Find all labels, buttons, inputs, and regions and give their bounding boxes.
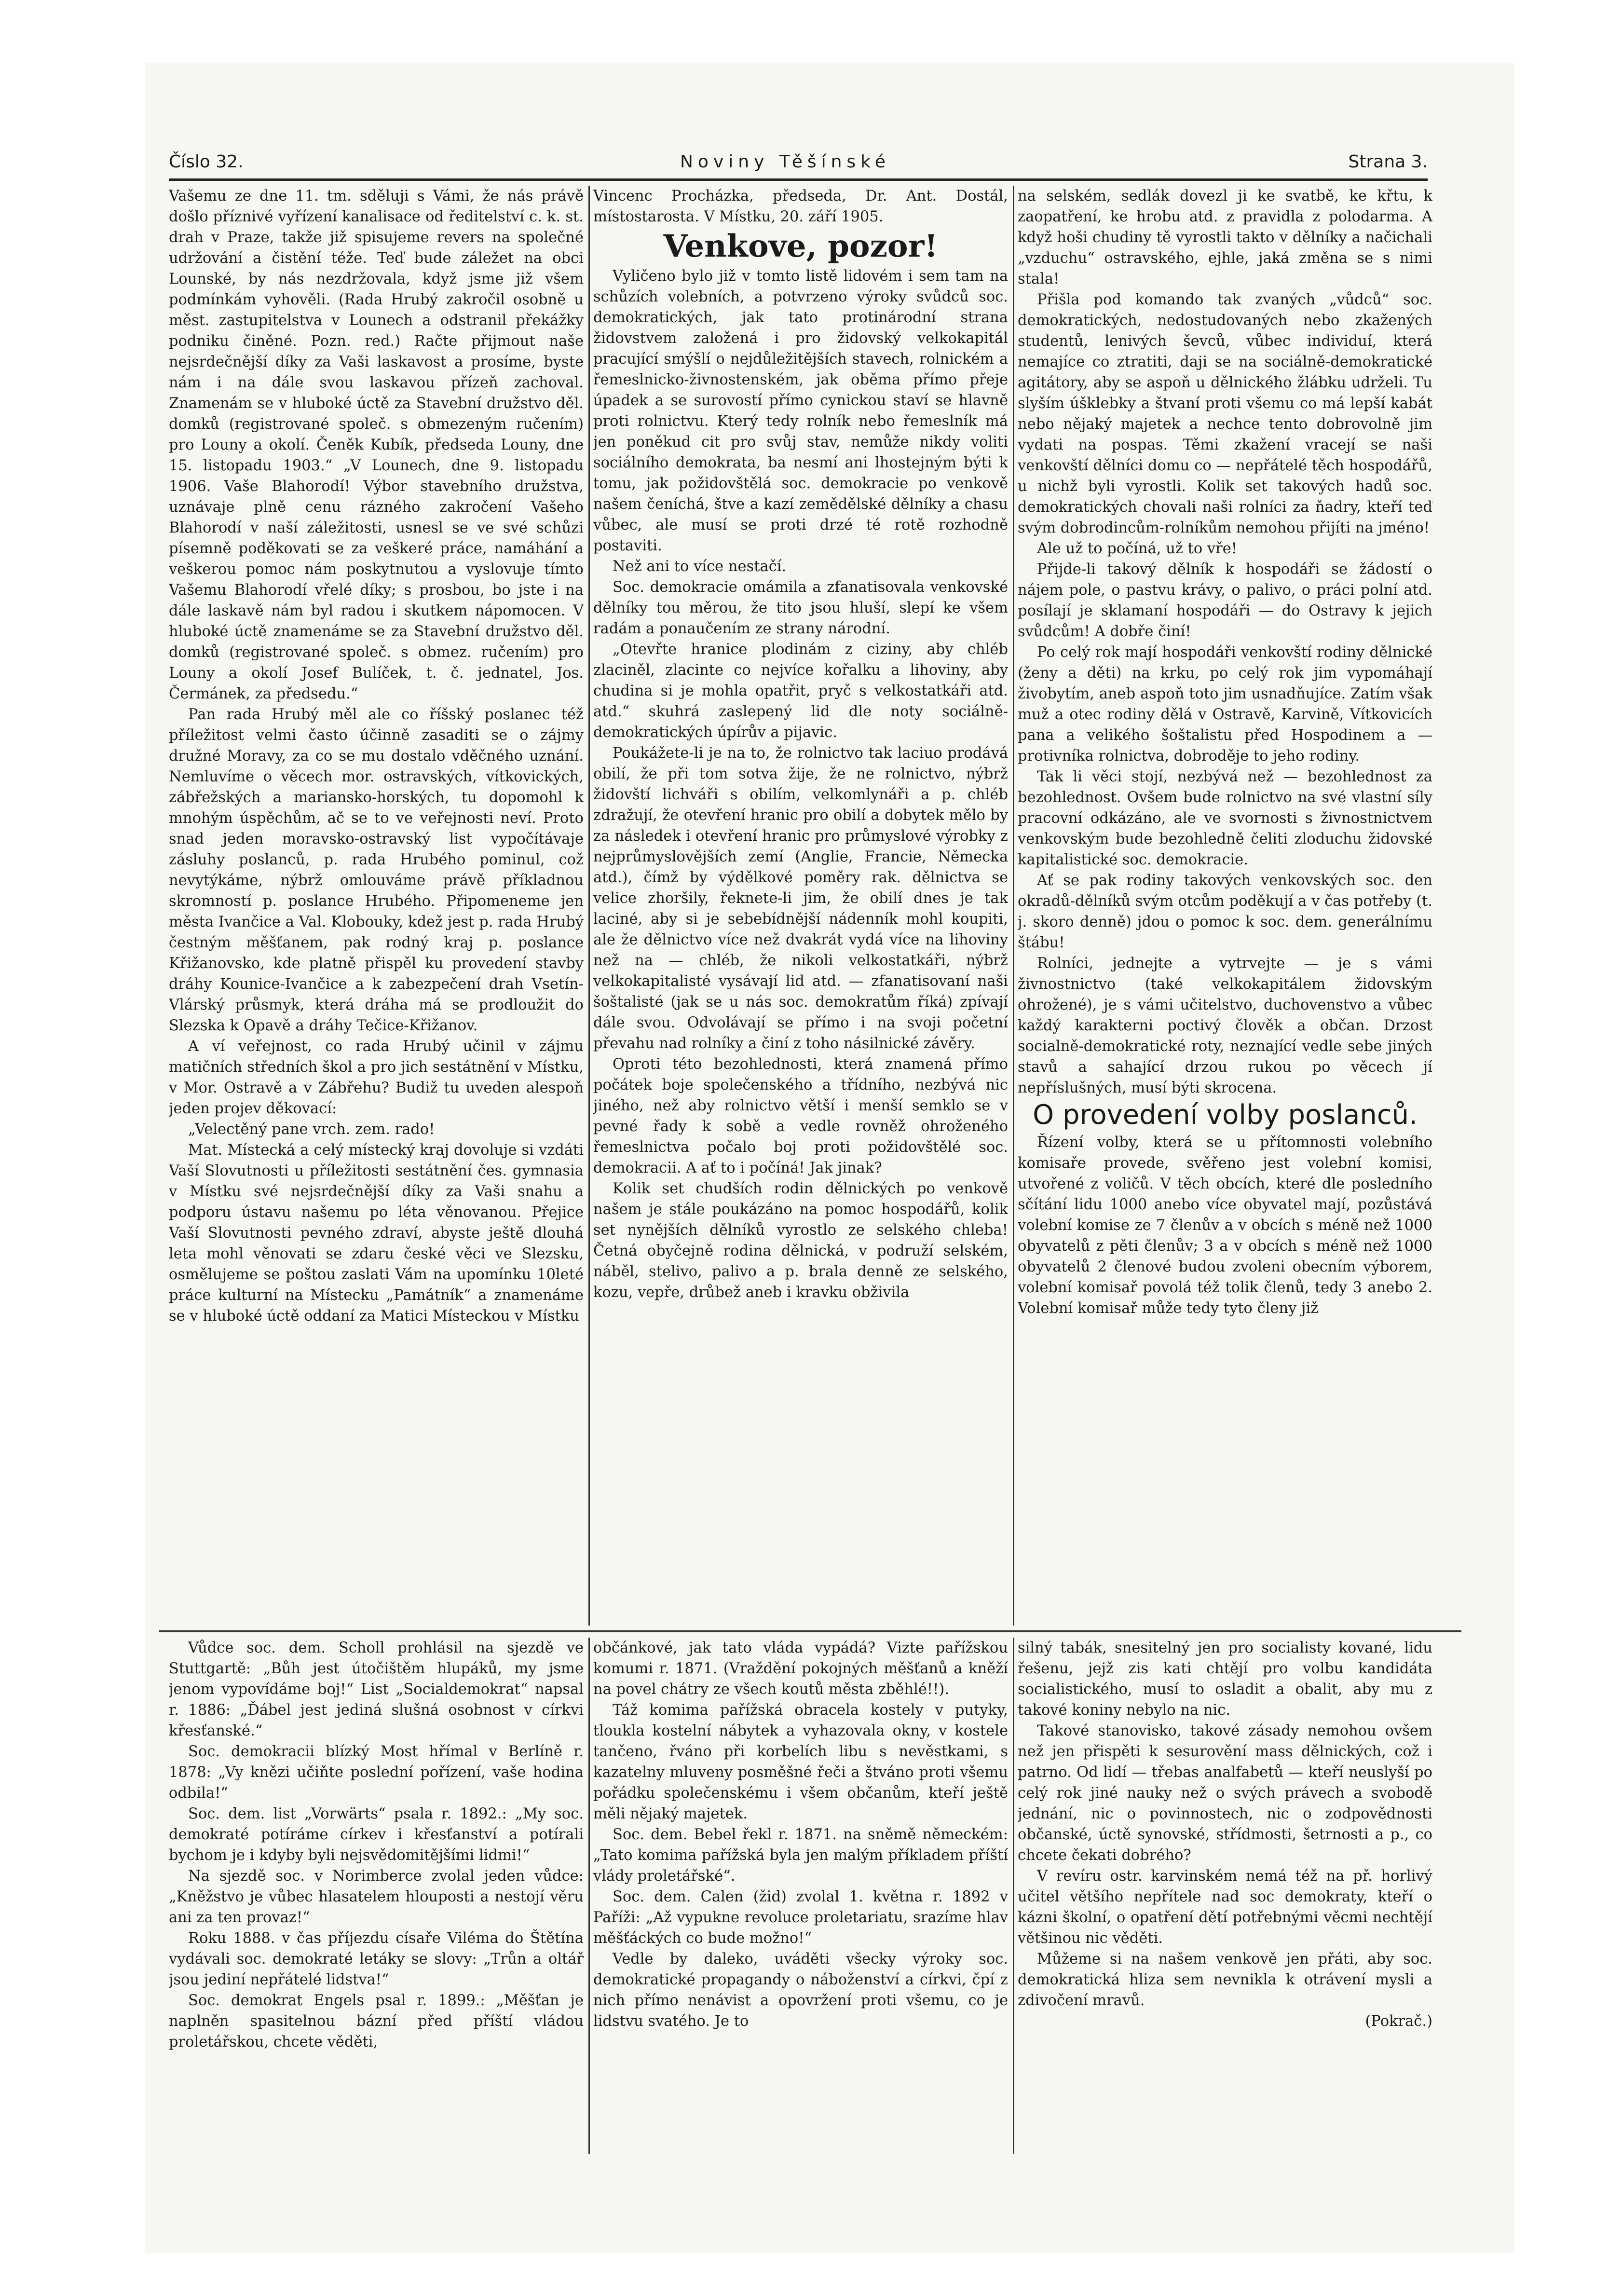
- paragraph: Vůdce soc. dem. Scholl prohlásil na sjezdě ve Stuttgartě: „Bůh jest útočištěm hlupáků, my jsme jenom vypovídáme boj!“ List „Socialdemokrat“ napsal r. 1886: „Ďábel jest jediná slušná osobnost v církvi křesťanské.“: [169, 1640, 584, 1739]
- paragraph: Mat. Místecká a celý místecký kraj dovoluje si vzdáti Vaší Slovutnosti u příležitosti sestátnění čes. gymnasia v Místku své nejsrdečnější díky za Vaši snahu a podporu ústavu našemu po léta věnovanou. Přejice Vaší Slovutnosti pevného zdraví, abyste ještě dlouhá leta mohl věnovati se zdaru české věci ve Slezsku, osmělujeme se poštou zaslati Vám na upomínku 10leté práce kulturní na Místecku „Památník“ a znamenáme se v hluboké úctě oddaní za Matici Místeckou v Místku: [169, 1142, 584, 1325]
- top-column-1: [169, 186, 584, 1621]
- paragraph: Tak li věci stojí, nezbývá než — bezohlednost za bezohlednost. Ovšem bude rolnictvo na své vlastní síly pracovní odkázáno, ale ve svornosti s živnostnictvem venkovským bude bezohledně čeliti zloduchu židovské kapitalistické soc. demokracie.: [1018, 768, 1432, 868]
- signature-line: Vincenc Procházka, předseda, Dr. Ant. Dostál, místostarosta. V Místku, 20. září 1905.: [593, 188, 1008, 225]
- paragraph: Soc. demokracii blízký Most hřímal v Berlíně r. 1878: „Vy knězi učiňte poslední pořízení, vaše hodina odbila!“: [169, 1743, 584, 1802]
- paragraph: Na sjezdě soc. v Norimberce zvolal jeden vůdce: „Kněžstvo je vůbec hlasatelem hlouposti a nestojí věru ani za ten provaz!“: [169, 1868, 584, 1926]
- article-heading-volby: O provedení volby poslanců.: [1033, 1099, 1418, 1131]
- paragraph: A ví veřejnost, co rada Hrubý učinil v zájmu matičních středních škol a pro jich sestátnění v Místku, v Mor. Ostravě a v Zábřehu? Budiž tu uveden alespoň jeden projev děkovací:: [169, 1038, 584, 1117]
- header-rule: [169, 178, 1428, 181]
- continuation-note: (Pokrač.): [1365, 2013, 1432, 2030]
- article-heading-venkove: Venkove, pozor!: [663, 228, 938, 264]
- column-rule: [1013, 186, 1014, 1626]
- paragraph: Vyličeno bylo již v tomto listě lidovém i sem tam na schůzích volebních, a potvrzeno výroky svůdců soc. demokratických, jak tato protinárodní strana židovstvem založená i pro židovský velkokapitál pracující smýšlí o nejdůležitějších stavech, rolnickém a řemeslnicko-živnostenském, jak oběma přímo přeje úpadek a se surovostí přímo cynickou staví se hlavně proti rolnictvu. Který tedy rolník nebo řemeslník má jen poněkud cit pro svůj stav, nemůže nikdy voliti sociálního demokrata, ba nesmí ani lhostejným býti k tomu, jak požidovštělá soc. demokracie po venkově našem čeníchá, štve a kazí zemědělské dělníky a chasu vůbec, ale musí se proti drzé té rotě rozhodně postaviti.: [593, 268, 1008, 554]
- paragraph: Rolníci, jednejte a vytrvejte — je s vámi živnostnictvo (také velkokapitálem židovským ohrožené), je s vámi učitelstvo, duchovenstvo a vůbec každý karakterni poctivý člověk a občan. Drzost socialně-demokratické roty, neznající vedle sebe jiných stavů a sahající drzou rukou po věcech jí nepříslušných, musí býti skrocena.: [1018, 955, 1432, 1096]
- issue-number: Číslo 32.: [169, 152, 244, 172]
- paragraph: Soc. demokracie omámila a zfanatisovala venkovské dělníky tou měrou, že tito jsou hluší, slepí ke všem radám a ponaučením ze strany národní.: [593, 579, 1008, 637]
- top-column-2: [593, 186, 1008, 1621]
- paragraph: na selském, sedlák dovezl ji ke svatbě, ke křtu, k zaopatření, ke hrobu atd. z pravidla z polodarma. A když hoši chudiny tě vyrostli takto v dělníky a načichali „vzduchu“ ostravského, ejhle, jaká změna se s nimi stala!: [1018, 188, 1432, 287]
- paragraph: Přišla pod komando tak zvaných „vůdců“ soc. demokratických, nedostudovaných nebo zkažených studentů, lenivých ševců, vůbec individuí, která nemajíce co ztratiti, daji se na sociálně-demokratické agitátory, aby se aspoň u dělnického žlábku udrželi. Tu slyším úšklebky a štvaní proti všemu co má lepší kabát nebo nějaký majetek a nechce tento dobrovolně jim vydati na pospas. Těmi zkažení vracejí se naši venkovští dělníci domu co — nepřátelé těch hospodářů, u nichž byli vyrostli. Kolik set takových hadů soc. demokratických chovali naši rolníci za ňadry, kteří teď svým dobrodincům-rolníkům nemohou přijíti na jméno!: [1018, 291, 1432, 536]
- paragraph: Vašemu ze dne 11. tm. sděluji s Vámi, že nás právě došlo příznivé vyřízení kanalisace od ředitelství c. k. st. drah v Praze, takže již spisujeme revers na společné udržování a čistění téže. Teď bude záležet na obci Lounské, by nás nezdržovala, když jsme již všem podmínkám vyhověli. (Rada Hrubý zakročil osobně u měst. zastupitelstva v Lounech a odstranil překážky podniku činěné. Pozn. red.) Račte přijmout naše nejsrdečnější díky za Vaši laskavost a prosíme, byste nám i na dále svou laskavou přízeň zachoval. Znamenám se v hluboké úctě za Stavební družstvo děl. domků (registrované společ. s obmezeným ručením) pro Louny a okolí. Čeněk Kubík, předseda Louny, dne 15. listopadu 1903.“ „V Lounech, dne 9. listopadu 1906. Vaše Blahorodí! Výbor stavebního družstva, uznávaje plně cenu rázného zakročení Vašeho Blahorodí v naší záležitosti, usnesl se ve své schůzi písemně poděkovati se za veškeré práce, namáhání a veškerou pomoc nám poskytnutou a vyslovuje tímto Vašemu Blahorodí vřelé díky; s prosbou, bo jste i na dále laskavě nám byl radou i skutkem nápomocen. V hluboké úctě znamenáme se za Stavební družstvo děl. domků (registrované společ. s obmez. ručením) pro Louny a okolí Josef Bulíček, t. č. jednatel, Jos. Čermánek, za předsedu.“: [169, 188, 584, 702]
- section-rule: [159, 1630, 1461, 1632]
- paragraph: Soc. dem. list „Vorwärts“ psala r. 1892.: „My soc. demokraté potíráme církev i křesťanství a potírali bychom je i kdyby byli nejsvědomitějšími lidmi!“: [169, 1805, 584, 1864]
- paragraph: Táž komima pařížská obracela kostely v putyky, tlouklа kostelní nábytek a vyhazovala okny, v kostele tančeno, řváno při korbelích libu s nevěstkami, s kazatelny mluveny posměšné řeči a štváno proti všemu pořádku společenskému i všem občanům, kteří ještě měli nějaký majetek.: [593, 1702, 1008, 1822]
- paragraph: Takové stanovisko, takové zásady nemohou ovšem než jen přispěti k sesurovění mass dělnických, což i patrno. Od lidí — třebas analfabetů — kteří neuslyší po celý rok jiné nauky než o svých právech a svobodě jednání, nic o povinnostech, nic o zodpovědnosti občanské, úctě synovské, střídmosti, šetrnosti a p., co chcete čekati dobrého?: [1018, 1722, 1432, 1864]
- bottom-column-2: [593, 1638, 1008, 2154]
- paragraph: Můžeme si na našem venkově jen přáti, aby soc. demokratická hliza sem nevnikla k otrávení mysli a zdivočení mravů.: [1018, 1951, 1432, 2009]
- newspaper-title: Noviny Těšínské: [680, 152, 890, 172]
- column-rule: [588, 186, 590, 1626]
- paragraph: Poukážete-li je na to, že rolnictvo tak laciuo prodává obilí, že při tom sotva žije, že ne rolnictvo, nýbrž židovští lichváři s obilím, velkomlynáři a p. chléb zdražují, že otevření hranic pro obilí a dobytek mělo by za následek i otevření hranic pro průmyslové výrobky z nejprůmyslovějších zemí (Anglie, Francie, Německa atd.), čímž by výdělkové poměry rak. dělnictva se velice zhoršily, řeknete-li jim, že obilí dnes je tak laciné, aby si je sebebídnější nádenník mohl koupiti, ale že dělnictvo více než dvakrát vydá více na lihoviny než na — chléb, že nikoli velkostatkáři, nýbrž velkokapitalisté vysávají lid atd. — zfanatisovaní naši šoštalisté (jak se u nás soc. demokratům říká) zpívají dále svou. Odvolávají se přímo i na svoji početní převahu nad rolníky a činí z toho násilnické závěry.: [593, 745, 1008, 1052]
- paragraph: „Velectěný pane vrch. zem. rado!: [188, 1121, 435, 1138]
- paragraph: Pan rada Hrubý měl ale co říšský poslanec též příležitost velmi často účinně zasaditi se o zájmy družné Moravy, za co se mu dostalo vděčného uznání. Nemluvíme o věcech mor. ostravských, vítkovických, zábřežských a mariansko-horských, tu dopomohl k mnohým úspěchům, ač se to ve veřejnosti neví. Proto snad jeden moravsko-ostravský list vypočítávaje zásluhy poslanců, p. rada Hrubého pominul, což nevytýkáme, nýbrž omlouváme právě příkladnou skromností p. poslance Hrubého. Připomeneme jen města Ivančice a Val. Klobouky, kdež jest p. rada Hrubý čestným měšťanem, pak rodný kraj p. poslance Křižanovsko, kde platně přispěl ku provedení stavby dráhy Kounice-Ivančice a k zabezpečení drah Vsetín-Vlárský průsmyk, která dráha má se prodloužit do Slezska k Opavě a dráhy Tečice-Křižanov.: [169, 706, 584, 1034]
- paragraph: Soc. dem. Bebel řekl r. 1871. na sněmě německém: „Tato komima pařížská byla jen malým příkladem příští vlády proletářské“.: [593, 1826, 1008, 1885]
- paragraph: silný tabák, snesitelný jen pro socialisty kované, lidu řešenu, jejž zis kati chtějí pro volbu kandidáta socialistického, musí to osladit a obalit, aby mu z takové koniny nebylo na nic.: [1018, 1640, 1432, 1719]
- paragraph: Oproti této bezohlednosti, která znamená přímo počátek boje společenského a třídního, nezbývá nic jiného, než aby rolnictvo větší i menší semklo se v pevné řady k sobě a vedle rovněž ohroženého řemeslnictva počalo boj proti požidovštělé soc. demokracii. A ať to i počíná! Jak jinak?: [593, 1056, 1008, 1176]
- paragraph: občánkové, jak tato vláda vypádá? Vizte pařížskou komumi r. 1871. (Vraždění pokojných měšťanů a kněží na povel chátry ze všech koutů města zběhlé!!).: [593, 1640, 1008, 1698]
- paragraph: V revíru ostr. karvinském nemá též na př. horlivý učitel většího nepřítele nad soc demokraty, kteří o kázni školní, o opatření dětí potřebnými věcmi nechtějí většinou nic věděti.: [1018, 1868, 1432, 1947]
- page-header: [169, 147, 1428, 176]
- paragraph: Soc. demokrat Engels psal r. 1899.: „Měšťan je naplněn spasitelnou bázní před příští vládou proletářskou, chcete věděti,: [169, 1992, 584, 2050]
- paragraph: Ať se pak rodiny takových venkovských soc. den okradů-dělníků svým otcům poděkují a v čas potřeby (t. j. skoro denně) jdou o pomoc k soc. dem. generálnímu štábu!: [1018, 872, 1432, 951]
- column-rule: [1013, 1638, 1014, 2154]
- page-number: Strana 3.: [1348, 152, 1428, 172]
- top-column-3: [1018, 186, 1432, 1621]
- paragraph: Řízení volby, která se u přítomnosti volebního komisaře provede, svěřeno jest volební komisi, utvořené z voličů. V těch obcích, které dle posledního sčítání lidu 1000 anebo více obyvatel mají, pozůstává volební komise ze 7 členův a v obcích s méně než 1000 obyvatelů z pěti členův; 3 a v obcích s méně než 1000 obyvatelů 2 členové budou zvoleni obecním výborem, volební komisař povolá též tolik členů, tedy 3 anebo 2. Volební komisař může tedy tyto členy již: [1018, 1134, 1432, 1317]
- paragraph: Po celý rok mají hospodáři venkovští rodiny dělnické (ženy a děti) na krku, po celý rok jim vypomáhají živobytím, aneb aspoň toto jim usnadňujíce. Zatím však muž a otec rodiny dělá v Ostravě, Karvině, Vítkovicích pana a velikého šoštalistu před Hospodinem a — protivníka rolnictva, dobroděje to jeho rodiny.: [1018, 644, 1432, 765]
- paragraph: Roku 1888. v čas příjezdu císaře Viléma do Štětína vydávali soc. demokraté letáky se slovy: „Trůn a oltář jsou jediní nepřátelé lidstva!“: [169, 1930, 584, 1988]
- paragraph: Kolik set chudších rodin dělnických po venkově našem je stále poukázáno na pomoc hospodářů, kolik set nynějších dělníků vyrostlo ze selského chleba! Četná obyčejně rodina dělnická, v podruží selském, náběl, stelivo, palivo a p. brala denně ze selského, kozu, vepře, drůbež aneb i kravku obživila: [593, 1180, 1008, 1301]
- paragraph: Ale už to počíná, už to vře!: [1037, 540, 1238, 557]
- paragraph: Přijde-li takový dělník k hospodáři se žádostí o nájem pole, o pastvu krávy, o palivo, o práci polní atd. posílají je sklamaní hospodáři — do Ostravy k jejich svůdcům! A dobře činí!: [1018, 561, 1432, 640]
- bottom-column-1: [169, 1638, 584, 2154]
- paragraph: Vedle by daleko, uváděti všecky výroky soc. demokratické propagandy o náboženství a církvi, čpí z nich přímo nenávist a opovržení proti všemu, co je lidstvu svatého. Je to: [593, 1951, 1008, 2030]
- paragraph: Soc. dem. Calen (žid) zvolal 1. května r. 1892 v Paříži: „Až vypukne revoluce proletariatu, srazíme hlav měšťáckých co bude možno!“: [593, 1888, 1008, 1947]
- column-rule: [588, 1638, 590, 2154]
- bottom-column-3: [1018, 1638, 1432, 2154]
- paragraph: „Otevřte hranice plodinám z ciziny, aby chléb zlaciněl, zlacinte co nejvíce kořalku a lihoviny, aby chudina si je mohla opatřit, pryč s velkostatkáři atd. atd.“ skuhrá zaslepený lid dle noty sociálně-demokratických úpírův a pijavic.: [593, 641, 1008, 741]
- paragraph: Než ani to více nestačí.: [613, 558, 787, 575]
